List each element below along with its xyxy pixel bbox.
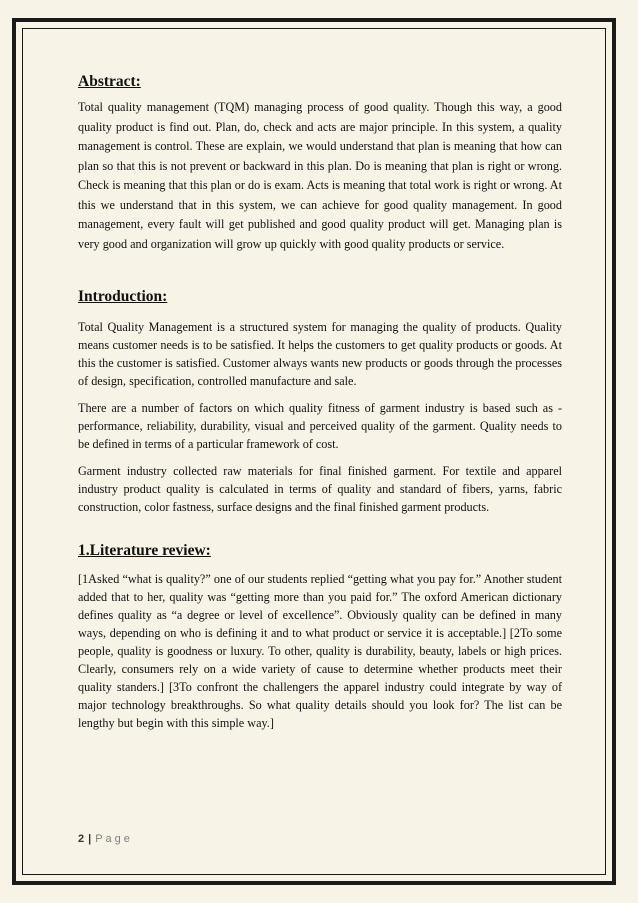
footer-separator: | <box>88 833 92 845</box>
introduction-paragraph-3: Garment industry collected raw materials for final finished garment. For textile and apparel industry product quality is calculated in terms of quality and standard of fibers, yarns, fabric construction, color fastness, surface designs and the final finished garment products. <box>78 464 562 514</box>
abstract-section <box>78 72 562 254</box>
introduction-section <box>78 287 562 516</box>
literature-section <box>78 541 562 732</box>
page-number: 2 <box>78 833 85 845</box>
abstract-text: Total quality management (TQM) managing process of good quality. Though this way, a good quality product is find out. Plan, do, check and acts are major principle. In this system, a quality management is control. These are explain, we would understand that plan is meaning that how can plan so that this is not prevent or backward in this plan. Do is meaning that plan is right or wrong. Check is meaning that this plan or do is exam. Acts is meaning that total work is right or wrong. At this we understand that in this system, we can achieve for good quality management. In good management, every fault will get published and good quality product will get. Managing plan is very good and organization will grow up quickly with good quality products or service. <box>78 100 562 251</box>
introduction-paragraph-1: Total Quality Management is a structured system for managing the quality of products. Quality means customer needs is to be satisfied. It helps the customers to get quality products or goods. At this the customer is satisfied. Customer always wants new products or goods through the processes of design, specification, controlled manufacture and sale. <box>78 320 562 388</box>
page-footer <box>78 833 133 845</box>
page-label: Page <box>95 833 133 845</box>
literature-heading: 1.Literature review: <box>78 542 211 559</box>
abstract-heading: Abstract: <box>78 73 141 90</box>
document-body <box>78 72 562 732</box>
literature-text: [1Asked “what is quality?” one of our students replied “getting what you pay for.” Another student added that to her, quality was “getting more than you paid for.” The oxford American dictionary defines quality as “a degree or level of excellence”. Obviously quality can be defined in many ways, depending on who is defining it and to what product or service it is acceptable.] [2To some people, quality is goodness or luxury. To other, quality is durability, beauty, labels or high prices. Clearly, consumers rely on a wide variety of cause to determine whether products meet their quality standers.] [3To confront the challengers the apparel industry could integrate by way of major technology breakthroughs. So what quality details should you look for? The list can be lengthy but begin with this simple way.] <box>78 572 562 730</box>
introduction-heading: Introduction: <box>78 288 168 305</box>
introduction-paragraph-2: There are a number of factors on which quality fitness of garment industry is based such as - performance, reliability, durability, visual and perceived quality of the garment. Quality needs to be defined in terms of a particular framework of cost. <box>78 401 562 451</box>
